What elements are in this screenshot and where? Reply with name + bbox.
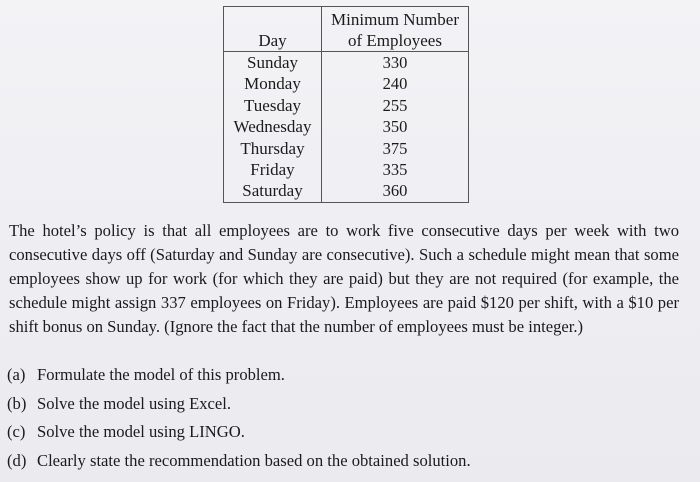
min-cell: 350: [322, 116, 469, 137]
question-text: Clearly state the recommendation based on the obtained solution.: [37, 450, 471, 470]
table-row: [224, 159, 469, 180]
question-label: (c): [7, 422, 26, 441]
day-cell: Friday: [224, 159, 322, 180]
min-cell: 240: [322, 73, 469, 94]
header-min-line1: Minimum Number: [322, 7, 469, 31]
question-item: [7, 390, 471, 419]
min-cell: 330: [322, 52, 469, 74]
day-cell: Sunday: [224, 52, 322, 74]
table-row: [224, 73, 469, 94]
table-header-row: [224, 7, 469, 31]
question-item: [7, 361, 471, 390]
day-cell: Thursday: [224, 138, 322, 159]
question-text: Solve the model using Excel.: [37, 393, 232, 413]
header-min-line2: of Employees: [322, 30, 469, 52]
question-label: (a): [7, 365, 26, 384]
policy-paragraph: The hotel’s policy is that all employees are to work five consecutive days per week with two consecutive days off (Saturday and Sunday are consecutive). Such a schedule might mean that some employees show up for work (for which they are paid) but they are not required (for example, the schedule might assign 337 employees on Friday). Employees are paid $120 per shift, with a $10 per shift bonus on Sunday. (Ignore the fact that the number of employees must be integer.): [9, 221, 679, 336]
table-header-row-2: [224, 30, 469, 52]
table-row: [224, 180, 469, 202]
day-cell: Saturday: [224, 180, 322, 202]
min-cell: 375: [322, 138, 469, 159]
minimum-employees-table: [223, 6, 469, 203]
day-cell: Tuesday: [224, 95, 322, 116]
question-text: Formulate the model of this problem.: [37, 365, 285, 384]
question-label: (d): [7, 450, 27, 470]
header-day: Day: [224, 30, 322, 52]
min-cell: 255: [322, 95, 469, 116]
day-cell: Monday: [224, 73, 322, 94]
question-text: Solve the model using LINGO.: [37, 422, 245, 441]
day-cell: Wednesday: [224, 116, 322, 137]
table-row: [224, 116, 469, 137]
table-row: [224, 138, 469, 159]
header-day-spacer: [224, 7, 322, 31]
question-item: [7, 447, 471, 476]
question-item: [7, 418, 471, 447]
table-row: [224, 52, 469, 74]
min-cell: 335: [322, 159, 469, 180]
table-row: [224, 95, 469, 116]
min-cell: 360: [322, 180, 469, 202]
question-list: [7, 361, 471, 475]
question-label: (b): [7, 393, 27, 413]
